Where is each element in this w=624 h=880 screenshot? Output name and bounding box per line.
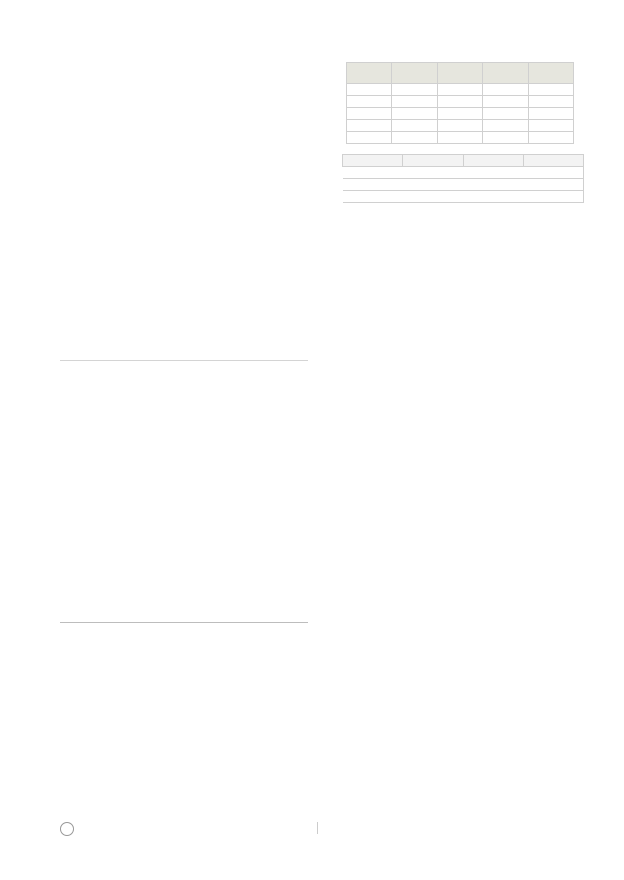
table-header <box>528 63 573 84</box>
table-header <box>523 155 583 167</box>
left-text-block-3 <box>60 610 308 631</box>
table-cell <box>343 179 403 191</box>
table-header <box>343 155 403 167</box>
table-row <box>347 132 574 144</box>
page-footer <box>60 822 318 840</box>
data-table-2 <box>342 154 584 203</box>
table-row <box>347 84 574 96</box>
table-row <box>347 96 574 108</box>
right-text-block-1 <box>338 58 586 203</box>
table-cell <box>483 132 528 144</box>
table-cell <box>528 120 573 132</box>
table-cell <box>523 179 583 191</box>
table-cell <box>463 179 523 191</box>
table-cell <box>347 120 392 132</box>
divider <box>317 822 318 834</box>
divider <box>60 360 308 361</box>
table-cell <box>392 120 437 132</box>
table-row <box>343 191 584 203</box>
table-cell <box>403 191 463 203</box>
table-row <box>347 108 574 120</box>
table-cell <box>437 84 482 96</box>
table-row <box>343 179 584 191</box>
table-cell <box>523 191 583 203</box>
divider <box>60 622 308 623</box>
table-header <box>437 63 482 84</box>
table-row <box>347 120 574 132</box>
table-header <box>403 155 463 167</box>
table-cell <box>483 120 528 132</box>
table-cell <box>343 167 403 179</box>
table-cell <box>343 191 403 203</box>
table-header <box>347 63 392 84</box>
table-header <box>483 63 528 84</box>
table-header <box>463 155 523 167</box>
table-cell <box>392 108 437 120</box>
table-cell <box>347 132 392 144</box>
table-cell <box>347 96 392 108</box>
table-cell <box>483 96 528 108</box>
table-cell <box>437 132 482 144</box>
table-header <box>392 63 437 84</box>
data-table-1 <box>346 62 574 144</box>
table-cell <box>392 132 437 144</box>
table-cell <box>463 191 523 203</box>
table-cell <box>483 108 528 120</box>
table-cell <box>463 167 523 179</box>
table-cell <box>392 96 437 108</box>
left-text-block-2 <box>60 356 308 371</box>
table-cell <box>347 84 392 96</box>
table-cell <box>437 96 482 108</box>
table-cell <box>437 120 482 132</box>
table-cell <box>523 167 583 179</box>
table-cell <box>528 108 573 120</box>
table-cell <box>403 179 463 191</box>
table-cell <box>528 84 573 96</box>
table-cell <box>528 96 573 108</box>
page-number-icon <box>60 822 74 836</box>
table-cell <box>437 108 482 120</box>
table-cell <box>403 167 463 179</box>
table-cell <box>483 84 528 96</box>
table-cell <box>528 132 573 144</box>
table-cell <box>392 84 437 96</box>
table-row <box>343 167 584 179</box>
table-cell <box>347 108 392 120</box>
